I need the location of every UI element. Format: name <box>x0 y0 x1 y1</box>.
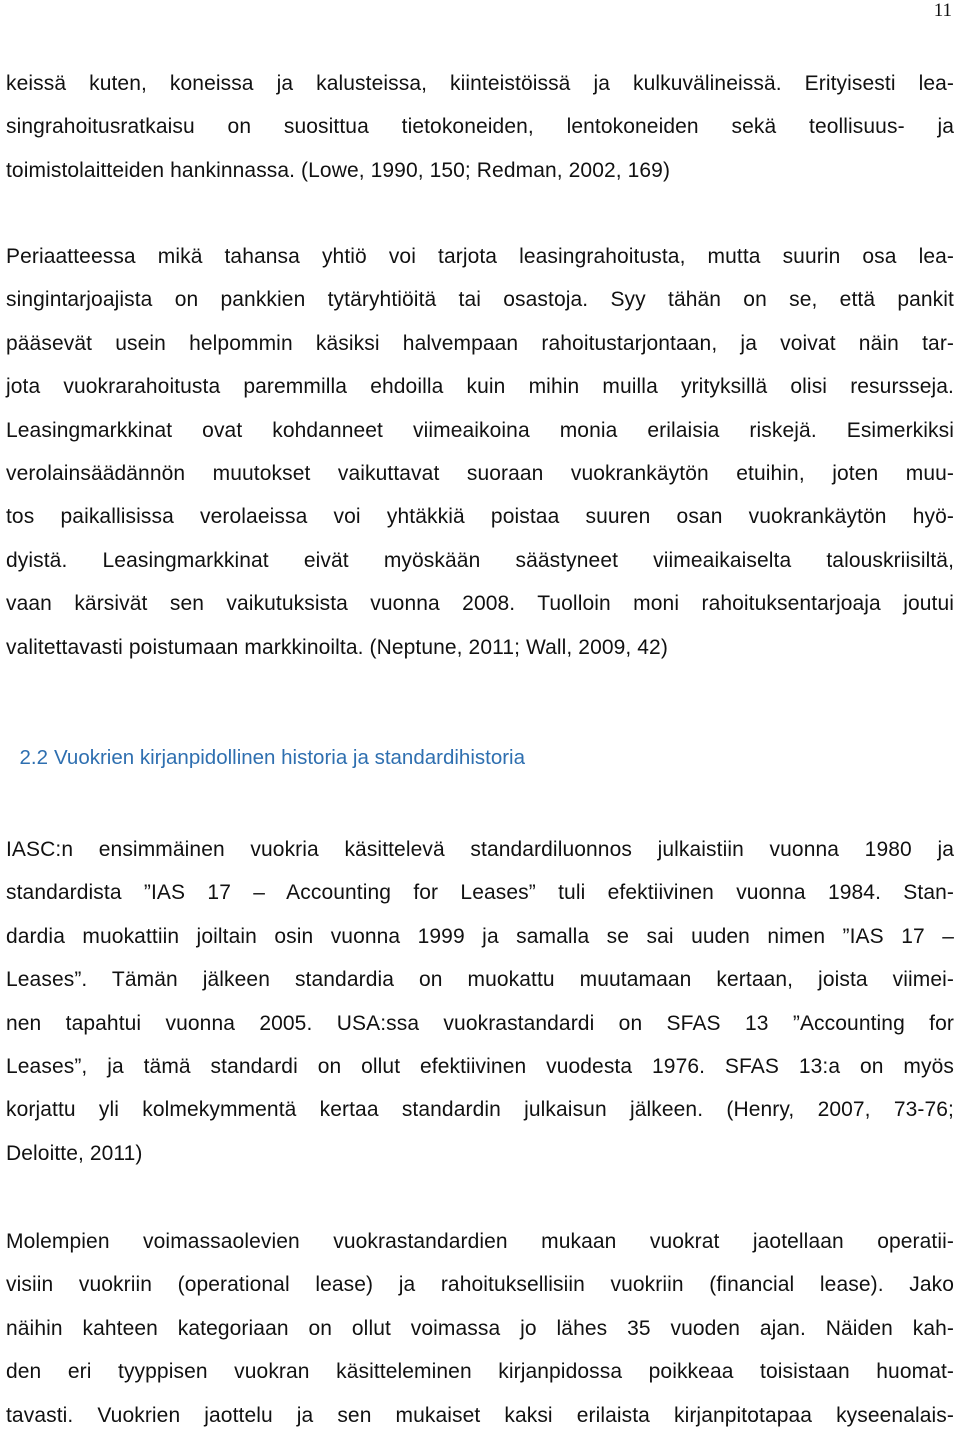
text-line: Molempien voimassaolevien vuokrastandardien mukaan vuokrat jaotellaan operatii- <box>6 1230 954 1253</box>
paragraph-ias17-history <box>6 828 954 1175</box>
text-line: nen tapahtui vuonna 2005. USA:ssa vuokrastandardi on SFAS 13 ”Accounting for <box>6 1011 954 1035</box>
text-line: Leases”. Tämän jälkeen standardia on muokattu muutamaan kertaan, joista viimei- <box>6 968 954 992</box>
text-line: standardista ”IAS 17 – Accounting for Leases” tuli efektiivinen vuonna 1984. Stan- <box>6 881 954 905</box>
text-line: visiin vuokriin (operational lease) ja rahoituksellisiin vuokriin (financial lease). Jako <box>6 1273 954 1297</box>
text-line: Leases”, ja tämä standardi on ollut efektiivinen vuodesta 1976. SFAS 13:a on myös <box>6 1055 954 1079</box>
section-title: Vuokrien kirjanpidollinen historia ja standardihistoria <box>54 746 525 769</box>
text-line: toimistolaitteiden hankinnassa. (Lowe, 1990, 150; Redman, 2002, 169) <box>6 158 671 182</box>
text-line: valitettavasti poistumaan markkinoilta. (Neptune, 2011; Wall, 2009, 42) <box>6 635 668 659</box>
text-line: Periaatteessa mikä tahansa yhtiö voi tarjota leasingrahoitusta, mutta suurin osa lea- <box>6 245 954 268</box>
page-number: 11 <box>933 0 952 21</box>
paragraph-lease-classification <box>6 1220 954 1437</box>
section-heading <box>6 743 525 773</box>
text-line: IASC:n ensimmäinen vuokria käsittelevä standardiluonnos julkaistiin vuonna 1980 ja <box>6 838 954 861</box>
text-line: singintarjoajista on pankkien tytäryhtiöitä tai osastoja. Syy tähän on se, että pankit <box>6 288 954 312</box>
text-line: dardia muokattiin joiltain osin vuonna 1999 ja samalla se sai uuden nimen ”IAS 17 – <box>6 924 954 948</box>
text-line: den eri tyyppisen vuokran käsitteleminen kirjanpidossa poikkeaa toisistaan huomat- <box>6 1360 954 1384</box>
text-line: Deloitte, 2011) <box>6 1141 143 1165</box>
text-line: tos paikallisissa verolaeissa voi yhtäkkiä poistaa suuren osan vuokrankäytön hyö- <box>6 505 954 529</box>
text-line: singrahoitusratkaisu on suosittua tietokoneiden, lentokoneiden sekä teollisuus- ja <box>6 115 954 139</box>
text-line: keissä kuten, koneissa ja kalusteissa, kiinteistöissä ja kulkuvälineissä. Erityisesti lea- <box>6 72 954 95</box>
text-line: näihin kahteen kategoriaan on ollut voimassa jo lähes 35 vuoden ajan. Näiden kah- <box>6 1316 954 1340</box>
text-line: tavasti. Vuokrien jaottelu ja sen mukaiset kaksi erilaista kirjanpitotapaa kyseenalais- <box>6 1403 954 1427</box>
text-line: vaan kärsivät sen vaikutuksista vuonna 2008. Tuolloin moni rahoituksentarjoaja joutui <box>6 592 954 616</box>
text-line: dyistä. Leasingmarkkinat eivät myöskään säästyneet viimeaikaiselta talouskriisiltä, <box>6 548 954 572</box>
text-line: jota vuokrarahoitusta paremmilla ehdoilla kuin mihin muilla yrityksillä olisi resursseja. <box>6 375 954 399</box>
text-line: Leasingmarkkinat ovat kohdanneet viimeaikoina monia erilaisia riskejä. Esimerkiksi <box>6 418 954 442</box>
text-line: verolainsäädännön muutokset vaikuttavat suoraan vuokrankäytön etuihin, joten muu- <box>6 462 954 486</box>
paragraph-leasing-providers <box>6 235 954 669</box>
section-number: 2.2 <box>19 746 48 769</box>
text-line: korjattu yli kolmekymmentä kertaa standardin julkaisun jälkeen. (Henry, 2007, 73-76; <box>6 1098 954 1122</box>
text-line: pääsevät usein helpommin käsiksi halvempaan rahoitustarjontaan, ja voivat näin tar- <box>6 331 954 355</box>
paragraph-leasing-usage <box>6 62 954 192</box>
